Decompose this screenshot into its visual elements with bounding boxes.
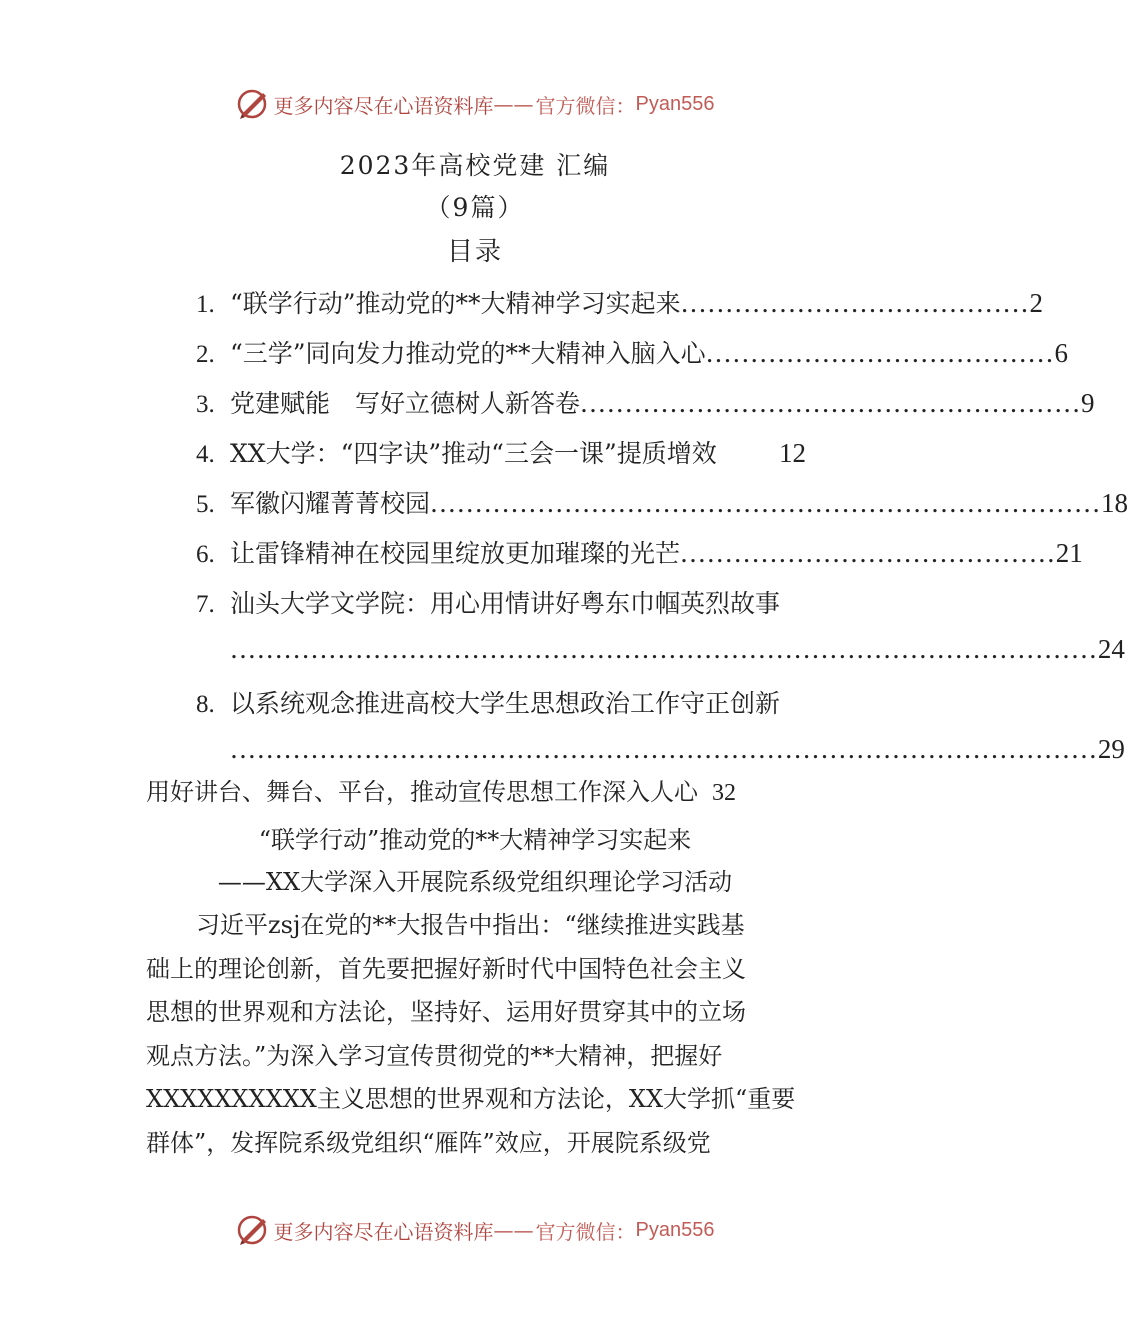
body-line: 思想的世界观和方法论，坚持好、运用好贯穿其中的立场 [146, 998, 746, 1026]
footer-banner [0, 1210, 950, 1250]
toc-leader-dots: .......................................... [680, 539, 1056, 568]
banner-wechat-label: 官方微信： [535, 93, 636, 118]
toc-leader-dots: ........................................................ [580, 389, 1082, 418]
banner-brand: 更多内容尽在心语资料库 [273, 1219, 494, 1244]
toc-item[interactable] [196, 284, 1044, 324]
article-body [146, 904, 806, 1165]
toc-item[interactable] [196, 684, 806, 724]
toc-item-title: 汕头大学文学院：用心用情讲好粤东巾帼英烈故事 [230, 589, 781, 618]
toc-item[interactable] [196, 334, 1069, 374]
toc-leader-dots: ................................................................................................. [230, 735, 1098, 764]
toc-item-page: 6 [1054, 338, 1069, 368]
toc-leader-dots: ....................................... [680, 289, 1030, 318]
toc-item-number: 5. [196, 491, 215, 518]
toc-item-number: 7. [196, 591, 215, 618]
body-line: 群体”，发挥院系级党组织“雁阵”效应，开展院系级党 [146, 1128, 711, 1157]
toc-item-page: 24 [1097, 634, 1125, 664]
article-subtitle: ——XX大学深入开展院系级党组织理论学习活动 [217, 868, 733, 896]
toc-item-continuation[interactable] [230, 634, 1125, 674]
toc-item-title: 以系统观念推进高校大学生思想政治工作守正创新 [230, 689, 781, 718]
toc-leader-dots: ....................................... [705, 339, 1055, 368]
toc-heading: 目录 [446, 237, 503, 267]
banner-dash: —— [493, 1218, 534, 1242]
toc-item[interactable] [146, 772, 736, 807]
toc-item-title: 让雷锋精神在校园里绽放更加璀璨的光芒 [230, 539, 681, 568]
toc-leader-dots: ........................................................................... [430, 489, 1102, 518]
toc-item-continuation[interactable] [230, 734, 1125, 774]
pen-logo-icon [236, 1213, 270, 1247]
toc-item-page: 18 [1101, 488, 1128, 518]
banner-handle: Pyan556 [635, 1218, 715, 1241]
toc-leader-dots: ................................................................................................. [230, 635, 1098, 664]
banner-wechat-label: 官方微信： [535, 1219, 636, 1244]
pen-logo-icon [236, 87, 270, 121]
toc-item-title: 用好讲台、舞台、平台，推动宣传思想工作深入人心 [146, 778, 698, 806]
toc-item-title: “三学”同向发力推动党的**大精神入脑入心 [230, 339, 706, 368]
toc-item-page: 2 [1029, 288, 1044, 318]
body-line: 础上的理论创新，首先要把握好新时代中国特色社会主义 [146, 954, 746, 983]
document-title: 2023年高校党建 汇编 [339, 151, 611, 180]
toc-item-title: 军徽闪耀菁菁校园 [230, 489, 431, 518]
banner-handle: Pyan556 [635, 92, 715, 115]
header-banner [0, 84, 950, 124]
toc-item-number: 2. [196, 341, 215, 368]
toc-item-number: 4. [196, 441, 215, 468]
toc-item[interactable] [196, 434, 806, 474]
toc-item-page: 29 [1097, 734, 1125, 764]
toc-item-number: 6. [196, 541, 215, 568]
toc-item[interactable] [196, 384, 1095, 424]
toc-item-page: 21 [1055, 538, 1083, 568]
toc-item[interactable] [196, 534, 1083, 574]
body-line: XXXXXXXXXX主义思想的世界观和方法论，XX大学抓“重要 [146, 1085, 796, 1113]
body-line: 习近平zsj在党的**大报告中指出：“继续推进实践基 [196, 911, 745, 939]
banner-brand: 更多内容尽在心语资料库 [273, 93, 494, 118]
document-count: （9篇） [425, 193, 525, 222]
article-title: “联学行动”推动党的**大精神学习实起来 [258, 826, 692, 854]
toc-item-number: 3. [196, 391, 215, 418]
toc-item-page: 32 [712, 780, 736, 806]
toc-item-number: 1. [196, 291, 215, 318]
toc-item-number: 8. [196, 691, 215, 718]
toc-item[interactable] [196, 584, 806, 624]
toc-item-page: 12 [779, 438, 806, 468]
toc-item-page: 9 [1081, 388, 1095, 418]
banner-dash: —— [493, 92, 534, 116]
toc-item-title: 党建赋能 写好立德树人新答卷 [230, 389, 581, 418]
toc-item-title: XX大学：“四字诀”推动“三会一课”提质增效 [230, 439, 717, 468]
toc-item[interactable] [196, 484, 1128, 524]
toc-item-title: “联学行动”推动党的**大精神学习实起来 [230, 289, 681, 318]
body-line: 观点方法。”为深入学习宣传贯彻党的**大精神，把握好 [146, 1041, 723, 1070]
